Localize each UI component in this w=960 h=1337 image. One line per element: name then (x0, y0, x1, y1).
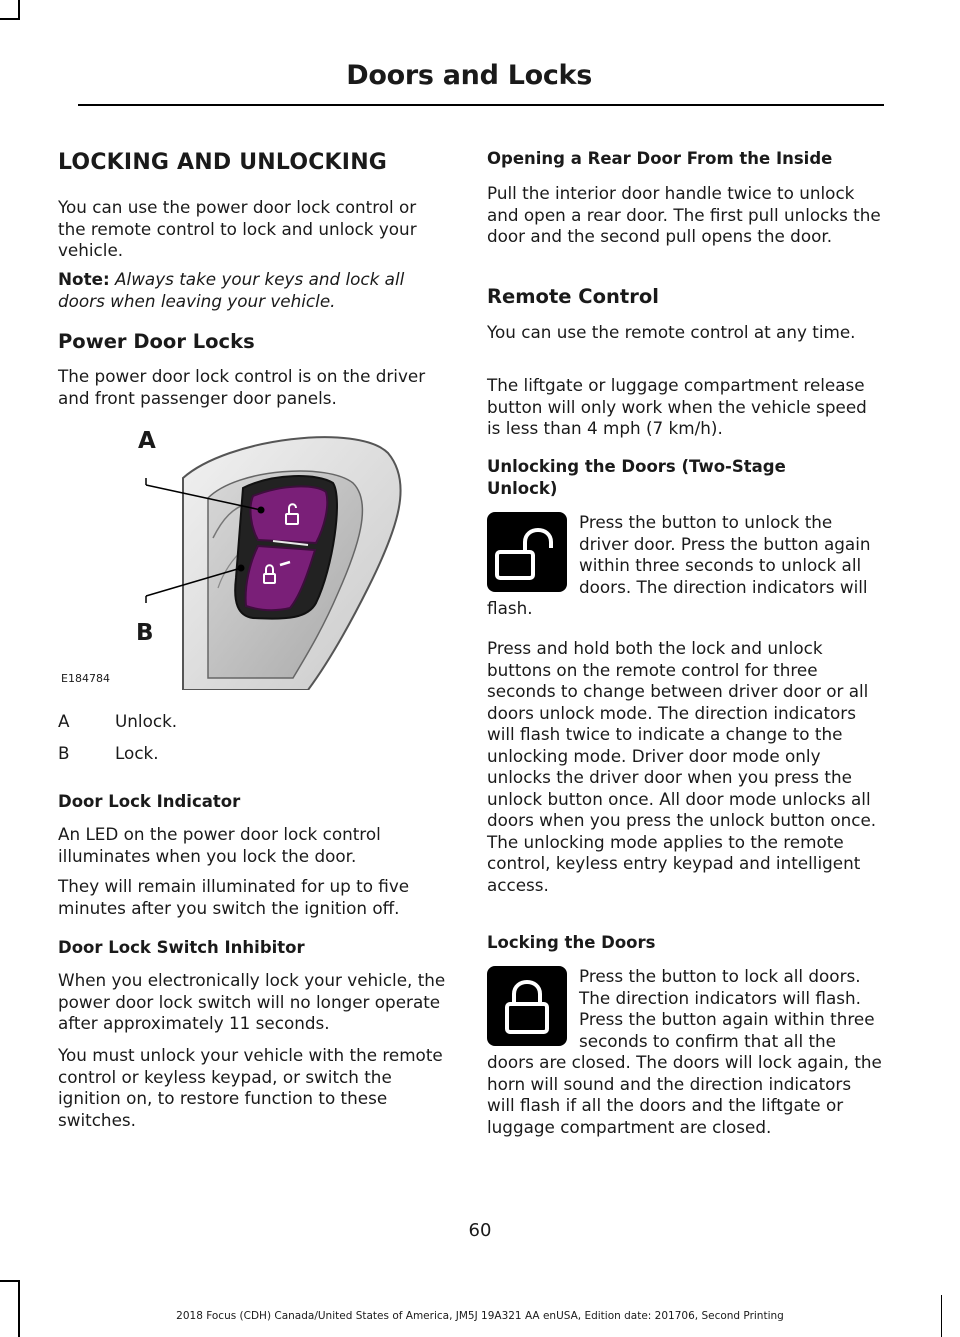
section-heading: LOCKING AND UNLOCKING (58, 150, 388, 175)
callout-letter: B (58, 743, 70, 763)
icon-spacer (487, 966, 579, 1032)
note-paragraph (58, 269, 443, 312)
callout-text: Lock. (115, 743, 159, 763)
header-divider (78, 104, 884, 106)
crop-mark (18, 0, 20, 20)
lock-paragraph (487, 966, 882, 1138)
inhibitor-paragraph-2: You must unlock your vehicle with the remote control or keyless keypad, or switch the ignition on, to restore function to these switches. (58, 1045, 443, 1130)
power-paragraph: The power door lock control is on the driver and front passenger door panels. (58, 366, 426, 408)
door-panel-illustration (58, 428, 446, 690)
lock-text: Press the button to lock all doors. The direction indicators will flash. Press the button again within three seconds to confirm that all the doors are closed. The doors will lock again, the horn will sound and the direction indicators will flash if all the doors and the liftgate or luggage compartment are closed. (487, 966, 882, 1137)
callout-letter: A (58, 711, 70, 731)
unlock-mode-paragraph: Press and hold both the lock and unlock buttons on the remote control for three seconds to change between driver door or all doors unlock mode. The direction indicators will flash twice to indicate a change to the unlocking mode. Driver door mode only unlocks the driver door when you press the unlock button once. All door mode unlocks all doors when you press the unlock button once. The unlocking mode applies to the remote control, keyless entry keypad and intelligent access. (487, 638, 877, 895)
subheading-locking: Locking the Doors (487, 933, 656, 952)
unlock-paragraph (487, 512, 882, 620)
unlock-text: Press the button to unlock the driver door. Press the button again within three seconds to unlock all doors. The direction indicators will flash. (487, 512, 871, 618)
remote-paragraph-1: You can use the remote control at any time. (487, 322, 856, 342)
crop-mark (0, 18, 20, 20)
remote-paragraph-2: The liftgate or luggage compartment release button will only work when the vehicle speed is less than 4 mph (7 km/h). (487, 375, 867, 438)
door-lock-control-figure (58, 428, 446, 690)
subheading-door-lock-indicator: Door Lock Indicator (58, 792, 241, 811)
footer-edition-info: 2018 Focus (CDH) Canada/United States of America, JM5J 19A321 AA enUSA, Edition date: 201706, Second Printing (176, 1310, 784, 1322)
indicator-paragraph-2: They will remain illuminated for up to five minutes after you switch the ignition off. (58, 876, 410, 918)
figure-label-b: B (136, 620, 154, 646)
rear-door-paragraph: Pull the interior door handle twice to unlock and open a rear door. The first pull unlocks the door and the second pull opens the door. (487, 183, 881, 246)
icon-spacer (487, 512, 579, 596)
callout-text: Unlock. (115, 711, 178, 731)
indicator-paragraph-1: An LED on the power door lock control illuminates when you lock the door. (58, 824, 381, 866)
crop-mark (18, 1280, 20, 1337)
intro-paragraph: You can use the power door lock control or the remote control to lock and unlock your vehicle. (58, 197, 417, 260)
page-title: Doors and Locks (346, 60, 592, 91)
page-number: 60 (468, 1220, 492, 1241)
note-label: Note: (58, 269, 110, 289)
subheading-rear-door: Opening a Rear Door From the Inside (487, 149, 833, 168)
subheading-remote-control: Remote Control (487, 285, 659, 308)
figure-code: E184784 (61, 672, 110, 685)
figure-label-a: A (138, 428, 156, 454)
inhibitor-paragraph-1: When you electronically lock your vehicle, the power door lock switch will no longer operate after approximately 11 seconds. (58, 970, 446, 1033)
subheading-switch-inhibitor: Door Lock Switch Inhibitor (58, 938, 305, 957)
subheading-unlocking: Unlocking the Doors (Two-Stage Unlock) (487, 457, 786, 498)
subheading-power-door-locks: Power Door Locks (58, 330, 255, 353)
note-text: Always take your keys and lock all doors when leaving your vehicle. (58, 269, 405, 311)
crop-mark (0, 1280, 20, 1282)
